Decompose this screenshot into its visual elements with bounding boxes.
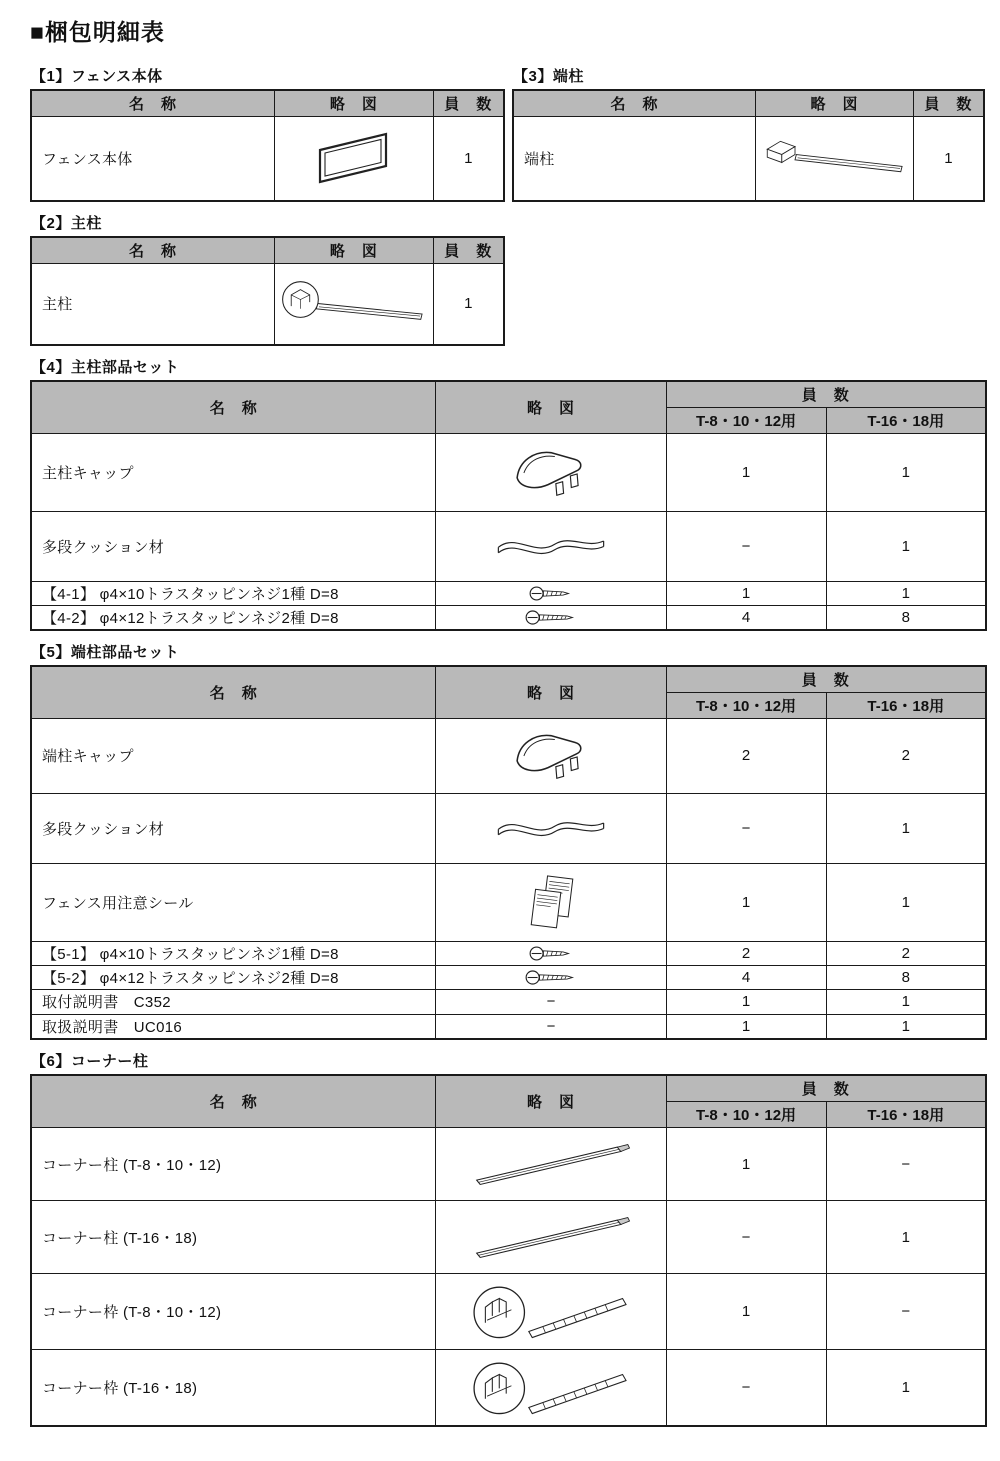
sketch-cell: − xyxy=(436,1014,666,1039)
main-post-icon xyxy=(278,277,430,330)
qty-t16-cell: 1 xyxy=(826,582,986,606)
sketch-cell xyxy=(436,1350,666,1426)
table-row xyxy=(31,434,986,512)
qty-t16-cell: 8 xyxy=(826,965,986,989)
part-name-cell: コーナー柱 (T-8・10・12) xyxy=(31,1128,436,1201)
sketch-cell xyxy=(436,793,666,863)
part-name-cell: フェンス用注意シール xyxy=(31,863,436,941)
end-post-icon xyxy=(758,132,910,185)
sketch-cell xyxy=(436,582,666,606)
qty-t16-cell: 1 xyxy=(826,1350,986,1426)
qty-t8-cell: 1 xyxy=(666,582,826,606)
qty-t8-cell: 4 xyxy=(666,965,826,989)
end-post-table xyxy=(512,89,985,202)
section-fence-body xyxy=(30,65,505,202)
cushion-icon xyxy=(492,530,610,563)
qty-t8-cell: 1 xyxy=(666,989,826,1014)
qty-t8-cell: 1 xyxy=(666,434,826,512)
table-row xyxy=(31,263,504,345)
qty-t16-cell: 1 xyxy=(826,1201,986,1274)
part-name-cell: 多段クッション材 xyxy=(31,793,436,863)
col-header-sketch: 略 図 xyxy=(275,90,433,117)
qty-t16-cell: 2 xyxy=(826,941,986,965)
col-header-qty-t16: T-16・18用 xyxy=(826,1102,986,1128)
col-header-name: 名 称 xyxy=(31,381,436,434)
sketch-cell xyxy=(436,1201,666,1274)
part-name-cell: 【4-1】 φ4×10トラスタッピンネジ1種 D=8 xyxy=(31,582,436,606)
top-right-column xyxy=(512,65,985,212)
qty-t8-cell: 1 xyxy=(666,1014,826,1039)
table-row xyxy=(31,1350,986,1426)
part-name-cell: コーナー枠 (T-8・10・12) xyxy=(31,1274,436,1350)
col-header-sketch: 略 図 xyxy=(436,1075,666,1128)
table-row xyxy=(31,1274,986,1350)
section-label: 【3】端柱 xyxy=(513,68,584,85)
section-main-post xyxy=(30,212,505,347)
section-label: 【2】主柱 xyxy=(31,214,102,232)
corner-frame-icon xyxy=(468,1357,633,1418)
col-header-name: 名 称 xyxy=(31,90,275,117)
sketch-cell xyxy=(756,117,914,201)
qty-cell: 1 xyxy=(913,117,984,201)
part-name-cell: コーナー枠 (T-16・18) xyxy=(31,1350,436,1426)
col-header-qty-t16: T-16・18用 xyxy=(826,408,986,434)
sketch-cell xyxy=(436,512,666,582)
qty-t8-cell: 2 xyxy=(666,718,826,793)
col-header-qty: 員 数 xyxy=(666,381,986,408)
part-name-cell: 主柱キャップ xyxy=(31,434,436,512)
col-header-sketch: 略 図 xyxy=(436,381,666,434)
qty-cell: 1 xyxy=(433,263,504,345)
section-end-post-parts xyxy=(30,641,987,1041)
table-row xyxy=(31,582,986,606)
section-main-post-parts xyxy=(30,356,987,631)
table-row xyxy=(31,1014,986,1039)
top-tables-row xyxy=(30,65,990,356)
qty-t8-cell: 2 xyxy=(666,941,826,965)
qty-t8-cell: 1 xyxy=(666,863,826,941)
post-cap-icon xyxy=(507,726,595,786)
qty-t8-cell: − xyxy=(666,793,826,863)
table-row xyxy=(31,1128,986,1201)
col-header-name: 名 称 xyxy=(513,90,756,117)
qty-t8-cell: 4 xyxy=(666,606,826,630)
qty-t16-cell: − xyxy=(826,1128,986,1201)
fence-body-table xyxy=(30,89,505,202)
col-header-qty-t8: T-8・10・12用 xyxy=(666,408,826,434)
qty-t16-cell: 2 xyxy=(826,718,986,793)
qty-t16-cell: 1 xyxy=(826,863,986,941)
part-name-cell: 【5-1】 φ4×10トラスタッピンネジ1種 D=8 xyxy=(31,941,436,965)
section-label: 【1】フェンス本体 xyxy=(31,68,163,85)
end-post-parts-table xyxy=(30,665,987,1041)
col-header-name: 名 称 xyxy=(31,1075,436,1128)
col-header-qty: 員 数 xyxy=(433,90,504,117)
main-post-table xyxy=(30,236,505,347)
col-header-qty-t16: T-16・18用 xyxy=(826,692,986,718)
col-header-qty: 員 数 xyxy=(433,237,504,264)
col-header-qty: 員 数 xyxy=(913,90,984,117)
corner-post-table xyxy=(30,1074,987,1427)
col-header-qty-t8: T-8・10・12用 xyxy=(666,1102,826,1128)
qty-t8-cell: − xyxy=(666,512,826,582)
qty-t16-cell: − xyxy=(826,1274,986,1350)
sketch-cell xyxy=(436,1128,666,1201)
qty-t8-cell: 1 xyxy=(666,1274,826,1350)
table-row xyxy=(31,941,986,965)
screw-icon xyxy=(525,609,577,626)
sketch-cell xyxy=(436,941,666,965)
qty-t8-cell: 1 xyxy=(666,1128,826,1201)
qty-t16-cell: 1 xyxy=(826,1014,986,1039)
part-name-cell: フェンス本体 xyxy=(31,117,275,201)
corner-frame-icon xyxy=(468,1281,633,1342)
col-header-sketch: 略 図 xyxy=(756,90,914,117)
part-name-cell: 【4-2】 φ4×12トラスタッピンネジ2種 D=8 xyxy=(31,606,436,630)
table-row xyxy=(31,863,986,941)
sketch-cell xyxy=(436,718,666,793)
post-cap-icon xyxy=(507,443,595,503)
qty-t8-cell: − xyxy=(666,1350,826,1426)
col-header-name: 名 称 xyxy=(31,666,436,719)
col-header-sketch: 略 図 xyxy=(436,666,666,719)
corner-post-icon xyxy=(468,1213,633,1262)
col-header-qty: 員 数 xyxy=(666,1075,986,1102)
section-label: 【4】主柱部品セット xyxy=(31,359,180,376)
qty-t16-cell: 8 xyxy=(826,606,986,630)
sketch-cell: − xyxy=(436,989,666,1014)
screw-icon xyxy=(525,969,577,986)
part-name-cell: 端柱キャップ xyxy=(31,718,436,793)
corner-post-icon xyxy=(468,1140,633,1189)
part-name-cell: 取付説明書 C352 xyxy=(31,989,436,1014)
main-post-parts-table xyxy=(30,380,987,631)
qty-t16-cell: 1 xyxy=(826,512,986,582)
table-row xyxy=(31,989,986,1014)
qty-t16-cell: 1 xyxy=(826,434,986,512)
sketch-cell xyxy=(436,965,666,989)
top-left-column xyxy=(30,65,505,356)
sketch-cell xyxy=(436,434,666,512)
screw-icon xyxy=(529,945,573,962)
part-name-cell: コーナー柱 (T-16・18) xyxy=(31,1201,436,1274)
part-name-cell: 【5-2】 φ4×12トラスタッピンネジ2種 D=8 xyxy=(31,965,436,989)
part-name-cell: 端柱 xyxy=(513,117,756,201)
section-end-post xyxy=(512,65,985,202)
table-row xyxy=(513,117,984,201)
caution-seal-icon xyxy=(523,873,579,931)
qty-t16-cell: 1 xyxy=(826,989,986,1014)
section-corner-post xyxy=(30,1050,987,1427)
table-row xyxy=(31,965,986,989)
col-header-qty-t8: T-8・10・12用 xyxy=(666,692,826,718)
table-row xyxy=(31,793,986,863)
page-title: ■梱包明細表 xyxy=(30,19,165,45)
qty-cell: 1 xyxy=(433,117,504,201)
table-row xyxy=(31,718,986,793)
section-label: 【5】端柱部品セット xyxy=(31,643,180,661)
col-header-name: 名 称 xyxy=(31,237,275,264)
qty-t8-cell: − xyxy=(666,1201,826,1274)
part-name-cell: 多段クッション材 xyxy=(31,512,436,582)
table-row xyxy=(31,606,986,630)
table-row xyxy=(31,117,504,201)
sketch-cell xyxy=(275,263,433,345)
table-row xyxy=(31,1201,986,1274)
sketch-cell xyxy=(436,1274,666,1350)
sketch-cell xyxy=(436,863,666,941)
section-label: 【6】コーナー柱 xyxy=(31,1053,149,1070)
table-row xyxy=(31,512,986,582)
col-header-sketch: 略 図 xyxy=(275,237,433,264)
fence-panel-icon xyxy=(314,128,394,188)
sketch-cell xyxy=(275,117,433,201)
col-header-qty: 員 数 xyxy=(666,666,986,693)
part-name-cell: 主柱 xyxy=(31,263,275,345)
part-name-cell: 取扱説明書 UC016 xyxy=(31,1014,436,1039)
sketch-cell xyxy=(436,606,666,630)
qty-t16-cell: 1 xyxy=(826,793,986,863)
screw-icon xyxy=(529,585,573,602)
cushion-icon xyxy=(492,812,610,845)
